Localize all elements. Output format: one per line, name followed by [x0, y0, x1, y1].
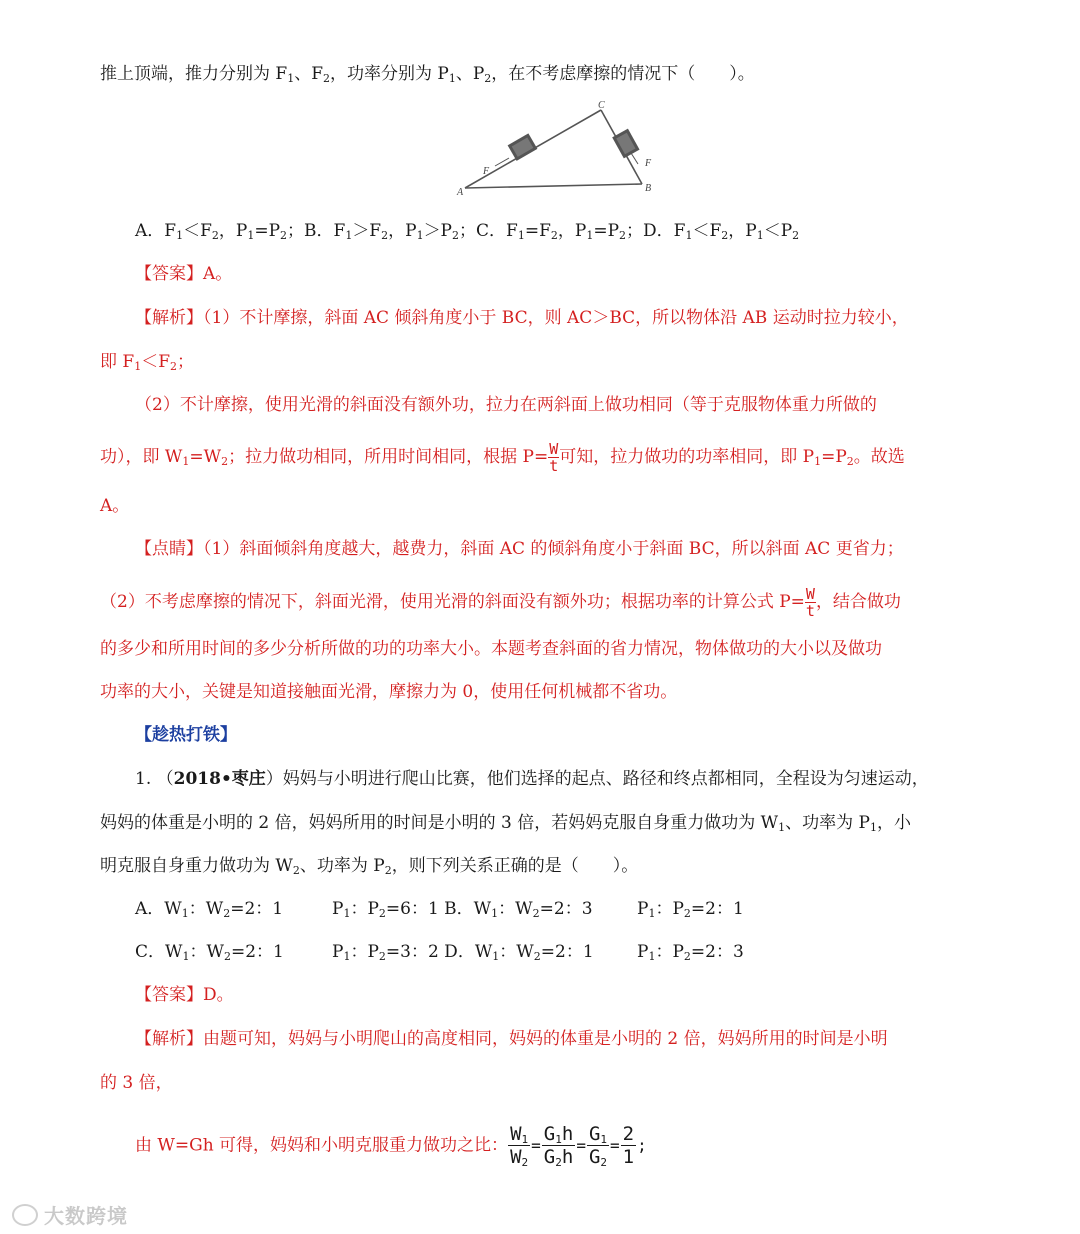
block-on-bc [612, 129, 639, 159]
tip-1-line3: 的多少和所用时间的多少分析所做的功的功率大小。本题考查斜面的省力情况，物体做功的大小以及做功 [100, 639, 882, 659]
answer-1: 【答案】A。 [135, 264, 233, 284]
label-f1: F [483, 166, 490, 177]
watermark: 大数跨境 [12, 1200, 128, 1229]
tip-1-line4: 功率的大小，关键是知道接触面光滑，摩擦力为 0，使用任何机械都不省功。 [100, 682, 678, 702]
power-fraction-2: $\frac{W}{t}$ [805, 585, 815, 620]
work-ratio-fraction-1: $\frac{W_1}{W_2}$ [510, 1123, 529, 1169]
explanation-1-line2: 即 $F_1<F_2$； [100, 352, 194, 373]
power-fraction: $\frac{W}{t}$ [549, 440, 559, 475]
section-heading: 【趁热打铁】 [135, 725, 237, 745]
question-2-line1: 1. （2018•枣庄）妈妈与小明进行爬山比赛，他们选择的起点、路径和终点都相同，全程设为匀速运动， [135, 769, 929, 789]
watermark-logo-icon [12, 1204, 38, 1226]
incline-diagram [455, 98, 665, 198]
explanation-1-line3: （2）不计摩擦，使用光滑的斜面没有额外功，拉力在两斜面上做功相同（等于克服物体重力所做的 [135, 395, 877, 415]
question-2-line3: 明克服自身重力做功为 $W_2$、功率为 $P_2$，则下列关系正确的是（ ）。 [100, 856, 639, 877]
explanation-2-line2: 的 3 倍， [100, 1073, 173, 1093]
explanation-1-line4: 功），即 $W_1=W_2$；拉力做功相同，所用时间相同，根据 P= $\frac{W}{t}$ 可知，拉力做功的功率相同，即 $P_1=P_2$。故选 [100, 440, 905, 475]
work-ratio-fraction-3: $\frac{G_1}{G_2}$ [588, 1123, 608, 1169]
explanation-1-line1: 【解析】（1）不计摩擦，斜面 AC 倾斜角度小于 BC，则 AC＞BC，所以物体沿 AB 运动时拉力较小， [135, 308, 909, 328]
question-2-line2: 妈妈的体重是小明的 2 倍，妈妈所用的时间是小明的 3 倍，若妈妈克服自身重力做功为 $W_1$、功率为 $P_1$，小 [100, 813, 911, 834]
question-2-options-cd: C．$W_1$：$W_2=2$：1 [135, 942, 284, 963]
options-q-prev: A．$F_1<F_2$，$P_1=P_2$；B．$F_1>F_2$，$P_1>P_2$；C．$F_1=F_2$，$P_1=P_2$；D．$F_1<F_2$，$P_1<P_2$ [135, 221, 800, 242]
label-f2: F [645, 158, 652, 169]
answer-2: 【答案】D。 [135, 985, 234, 1005]
question-intro: 推上顶端，推力分别为 $F_1$、$F_2$，功率分别为 $P_1$、$P_2$，在不考虑摩擦的情况下（ ）。 [100, 64, 755, 85]
tip-1-line2: （2）不考虑摩擦的情况下，斜面光滑，使用光滑的斜面没有额外功；根据功率的计算公式 P= $\frac{W}{t}$ ，结合做功 [100, 585, 901, 620]
question-2-options-ab: A．$W_1$：$W_2=2$：1 [135, 899, 284, 920]
label-b: B [645, 183, 652, 194]
label-c: C [598, 100, 605, 111]
work-ratio-fraction-4: $\frac{2}{1}$ [622, 1123, 635, 1168]
block-on-ac [508, 133, 538, 161]
label-a: A [457, 187, 464, 198]
explanation-2-line1: 【解析】由题可知，妈妈与小明爬山的高度相同，妈妈的体重是小明的 2 倍，妈妈所用的时间是小明 [135, 1029, 888, 1049]
explanation-1-line5: A。 [100, 496, 130, 516]
work-ratio-fraction-2: $\frac{G_1h}{G_2h}$ [543, 1123, 574, 1169]
explanation-2-line3: 由 W=Gh 可得，妈妈和小明克服重力做功之比： $\frac{W_1}{W_2}$ = $\frac{G_1h}{G_2h}$ = $\frac{G_1}{G_2}$ = $\frac{2}{1}$ ; [135, 1123, 647, 1169]
tip-1-line1: 【点睛】（1）斜面倾斜角度越大，越费力，斜面 AC 的倾斜角度小于斜面 BC，所以斜面 AC 更省力； [135, 539, 904, 559]
